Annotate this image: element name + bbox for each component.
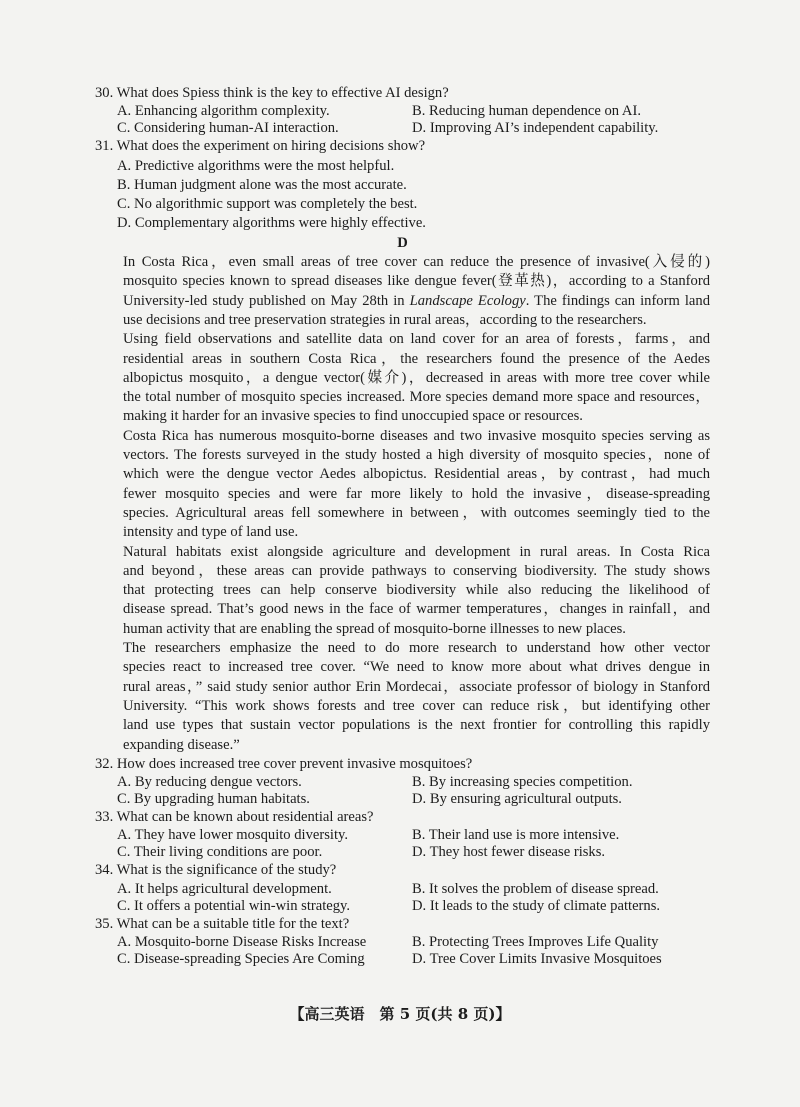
- question-34-options-cd: [95, 898, 710, 915]
- question-30-options-cd: [95, 120, 710, 137]
- p3-line-2: vectors. The forests surveyed in the study hosted a high diversity of mosquito species，none of: [123, 447, 710, 464]
- p5-line-4: University. “This work shows forests and tree cover can reduce risk，but identifying other: [123, 697, 710, 714]
- q31-option-a[interactable]: A. Predictive algorithms were the most helpful.: [117, 157, 395, 174]
- passage-paragraph-5: [95, 639, 710, 755]
- question-32-options-ab: [95, 774, 710, 791]
- p3-line-1: Costa Rica has numerous mosquito-borne diseases and two invasive mosquito species serving as: [123, 427, 710, 444]
- q31-option-b[interactable]: B. Human judgment alone was the most accurate.: [117, 176, 407, 193]
- p1-line-1: In Costa Rica，even small areas of tree cover can reduce the presence of invasive(入侵的): [123, 254, 710, 271]
- p3-line-6: intensity and type of land use.: [123, 524, 299, 541]
- section-heading: D: [397, 234, 408, 251]
- p5-line-1: The researchers emphasize the need to do more research to understand how other vector: [123, 640, 710, 657]
- passage-paragraph-1: [95, 253, 710, 330]
- q32-option-a[interactable]: A. By reducing dengue vectors.: [117, 774, 302, 791]
- q32-option-d[interactable]: D. By ensuring agricultural outputs.: [412, 791, 622, 808]
- p2-line-2: residential areas in southern Costa Rica，the researchers found the presence of the Aedes: [123, 350, 710, 367]
- question-34-options-ab: [95, 881, 710, 898]
- q31-option-d[interactable]: D. Complementary algorithms were highly effective.: [117, 215, 426, 232]
- passage-paragraph-4: [95, 543, 710, 639]
- p4-line-4: disease spread. That’s good news in the face of warmer temperatures，changes in rainfall，and: [123, 601, 710, 618]
- p1-line-4: use decisions and tree preservation strategies in rural areas，according to the researchers.: [123, 311, 647, 328]
- q34-option-d[interactable]: D. It leads to the study of climate patterns.: [412, 897, 661, 914]
- q31-option-c[interactable]: C. No algorithmic support was completely the best.: [117, 196, 418, 213]
- question-35-stem: 35. What can be a suitable title for the text?: [95, 915, 350, 932]
- p5-line-6: expanding disease.”: [123, 736, 240, 753]
- q35-option-b[interactable]: B. Protecting Trees Improves Life Quality: [412, 933, 659, 950]
- p3-line-4: fewer mosquito species and were far more likely to hold the invasive，disease-spreading: [123, 485, 710, 502]
- p2-line-1: Using field observations and satellite data on land cover for an area of forests，farms，and: [123, 331, 710, 348]
- question-34-stem: 34. What is the significance of the study?: [95, 862, 337, 879]
- p1-line-3: University-led study published on May 28th in Landscape Ecology. The findings can inform land: [123, 292, 710, 309]
- q30-option-b[interactable]: B. Reducing human dependence on AI.: [412, 103, 641, 120]
- question-33-stem: 33. What can be known about residential areas?: [95, 809, 374, 826]
- p5-line-2: species react to increased tree cover. “We need to know more about what drives dengue in: [123, 659, 710, 676]
- q30-option-d[interactable]: D. Improving AI’s independent capability.: [412, 120, 659, 137]
- question-33-options-ab: [95, 827, 710, 844]
- question-33-options-cd: [95, 844, 710, 861]
- q33-option-a[interactable]: A. They have lower mosquito diversity.: [117, 827, 349, 844]
- q34-option-b[interactable]: B. It solves the problem of disease spread.: [412, 880, 659, 897]
- question-30-stem: 30. What does Spiess think is the key to effective AI design?: [95, 85, 449, 101]
- p4-line-5: human activity that are enabling the spread of mosquito-borne illnesses to new places.: [123, 620, 626, 637]
- p2-line-4: the total number of mosquito species increased. More species demand more space and resources，: [123, 389, 710, 406]
- q32-option-c[interactable]: C. By upgrading human habitats.: [117, 791, 310, 808]
- p4-line-3: that protecting trees can help conserve biodiversity while also reducing the likelihood of: [123, 582, 710, 599]
- q30-option-a[interactable]: A. Enhancing algorithm complexity.: [117, 103, 330, 120]
- p3-line-3: which were the dengue vector Aedes albopictus. Residential areas，by contrast，had much: [123, 466, 710, 483]
- q34-option-c[interactable]: C. It offers a potential win-win strategy.: [117, 897, 351, 914]
- q34-option-a[interactable]: A. It helps agricultural development.: [117, 880, 332, 897]
- question-32-stem: 32. How does increased tree cover prevent invasive mosquitoes?: [95, 755, 473, 772]
- passage-paragraph-3: [95, 427, 710, 543]
- p4-line-2: and beyond，these areas can provide pathways to conserving biodiversity. The study shows: [123, 562, 710, 579]
- passage-paragraph-2: [95, 330, 710, 426]
- question-31-stem: 31. What does the experiment on hiring decisions show?: [95, 138, 426, 155]
- q32-option-b[interactable]: B. By increasing species competition.: [412, 774, 633, 791]
- question-35-options-ab: [95, 934, 710, 951]
- p5-line-3: rural areas，” said study senior author Erin Mordecai，associate professor of biology in Stanford: [123, 678, 710, 695]
- question-30-options-ab: [95, 103, 710, 120]
- question-35-options-cd: [95, 951, 710, 968]
- q35-option-a[interactable]: A. Mosquito-borne Disease Risks Increase: [117, 933, 367, 950]
- p3-line-5: species. Agricultural areas fell somewhere in between，with outcomes seemingly tied to the: [123, 504, 710, 521]
- page-footer: 【高三英语 第 5 页(共 8 页)】: [289, 1005, 511, 1023]
- q33-option-b[interactable]: B. Their land use is more intensive.: [412, 827, 620, 844]
- q35-option-c[interactable]: C. Disease-spreading Species Are Coming: [117, 950, 365, 967]
- q33-option-c[interactable]: C. Their living conditions are poor.: [117, 844, 323, 861]
- q35-option-d[interactable]: D. Tree Cover Limits Invasive Mosquitoes: [412, 950, 662, 967]
- p2-line-3: albopictus mosquito，a dengue vector(媒介)，decreased in areas with more tree cover while: [123, 369, 710, 386]
- p2-line-5: making it harder for an invasive species to find unoccupied space or resources.: [123, 408, 583, 425]
- p1-line-2: mosquito species known to spread diseases like dengue fever(登革热)，according to a Stanford: [123, 273, 710, 290]
- question-32-options-cd: [95, 791, 710, 808]
- q33-option-d[interactable]: D. They host fewer disease risks.: [412, 844, 606, 861]
- q30-option-c[interactable]: C. Considering human-AI interaction.: [117, 120, 339, 137]
- exam-page: [95, 84, 710, 968]
- journal-title: Landscape Ecology: [409, 292, 526, 309]
- p4-line-1: Natural habitats exist alongside agriculture and development in rural areas. In Costa Rica: [123, 543, 710, 560]
- p5-line-5: land use types that sustain vector populations is the next frontier for controlling this rapidly: [123, 717, 710, 734]
